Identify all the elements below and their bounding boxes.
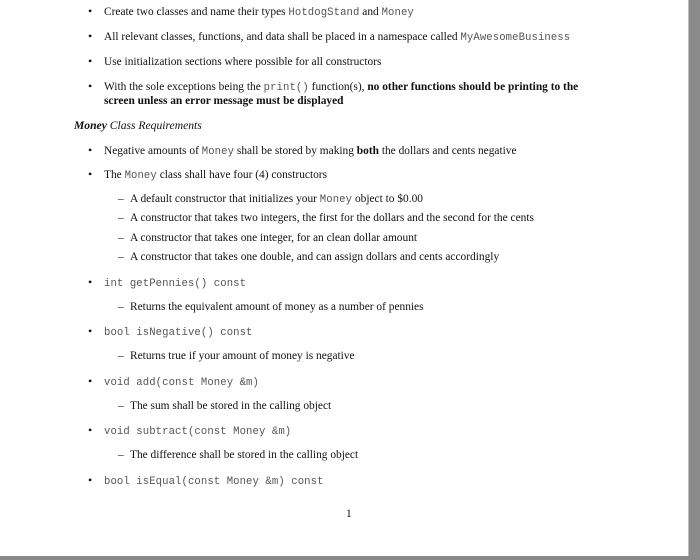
money-section-heading: Money Class Requirements (74, 119, 202, 132)
bullet-print-exception-cont: screen unless an error message must be displayed (104, 95, 344, 107)
dash-icon: – (118, 232, 124, 244)
constructor-two-integers: A constructor that takes two integers, the first for the dollars and the second for the cents (130, 212, 534, 224)
dash-icon: – (118, 193, 124, 205)
dash-icon: – (118, 251, 124, 263)
bullet-icon: • (88, 54, 93, 68)
bullet-create-classes: Create two classes and name their types HotdogStand and Money (104, 6, 414, 19)
method-isnegative-signature: bool isNegative() const (104, 327, 253, 339)
bullet-icon: • (88, 29, 93, 43)
constructor-one-integer: A constructor that takes one integer, for an clean dollar amount (130, 232, 418, 244)
method-subtract-signature: void subtract(const Money &m) (104, 426, 292, 438)
method-getpennies-desc: Returns the equivalent amount of money as a number of pennies (130, 301, 424, 313)
constructor-one-double: A constructor that takes one double, and can assign dollars and cents accordingly (130, 251, 500, 263)
bullet-icon: • (88, 167, 93, 181)
page-number: 1 (346, 508, 352, 520)
bullet-icon: • (88, 324, 93, 338)
dash-icon: – (118, 350, 124, 362)
method-subtract-desc: The difference shall be stored in the calling object (130, 449, 359, 461)
bullet-icon: • (88, 4, 93, 18)
dash-icon: – (118, 449, 124, 461)
bullet-icon: • (88, 423, 93, 437)
method-add-desc: The sum shall be stored in the calling object (130, 400, 332, 412)
bullet-print-exception: With the sole exceptions being the print() function(s), no other functions should be printing to the (104, 81, 579, 94)
bullet-namespace: All relevant classes, functions, and data shall be placed in a namespace called MyAwesomeBusiness (104, 31, 571, 44)
method-getpennies-signature: int getPennies() const (104, 278, 247, 290)
bullet-icon: • (88, 143, 93, 157)
bullet-init-sections: Use initialization sections where possible for all constructors (104, 56, 382, 68)
method-isnegative-desc: Returns true if your amount of money is negative (130, 350, 355, 362)
bullet-negative-amounts: Negative amounts of Money shall be stored by making both the dollars and cents negative (104, 145, 517, 158)
bullet-four-constructors: The Money class shall have four (4) constructors (104, 169, 328, 182)
dash-icon: – (118, 212, 124, 224)
bullet-icon: • (88, 275, 93, 289)
method-add-signature: void add(const Money &m) (104, 377, 259, 389)
constructor-default: A default constructor that initializes your Money object to $0.00 (130, 193, 423, 206)
dash-icon: – (118, 400, 124, 412)
bullet-icon: • (88, 473, 93, 487)
bullet-icon: • (88, 374, 93, 388)
method-isequal-signature: bool isEqual(const Money &m) const (104, 476, 324, 488)
bullet-icon: • (88, 79, 93, 93)
dash-icon: – (118, 301, 124, 313)
